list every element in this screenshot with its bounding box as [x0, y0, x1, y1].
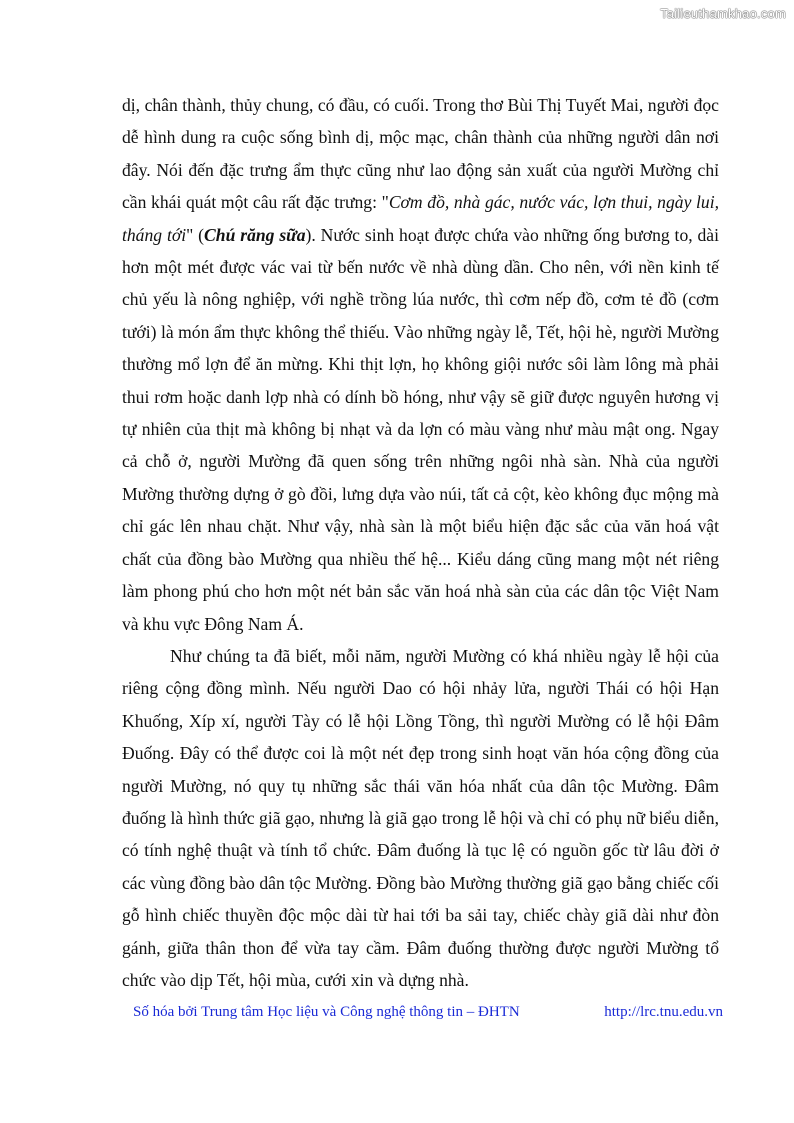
- footer-link[interactable]: http://lrc.tnu.edu.vn: [604, 1004, 723, 1020]
- paragraph-1: [122, 89, 719, 640]
- paragraph-1-text-a: dị, chân thành, thủy chung, có đầu, có cuối. Trong thơ Bùi Thị Tuyết Mai, người đọc dễ hình dung ra cuộc sống bình dị, mộc mạc, chân thành của những người dân nơi đây. Nói đến đặc trưng ẩm thực cũng như lao động sản xuất của người Mường chỉ cần khái quát một câu rất đặc trưng: ": [122, 95, 719, 213]
- paragraph-1-text-b: " (: [186, 224, 205, 245]
- paragraph-2: Như chúng ta đã biết, mỗi năm, người Mường có khá nhiều ngày lễ hội của riêng cộng đồng mình. Nếu người Dao có hội nhảy lửa, người Thái có hội Hạn Khuống, Xíp xí, người Tày có lễ hội Lồng Tồng, thì người Mường có lễ hội Đâm Đuống. Đây có thể được coi là một nét đẹp trong sinh hoạt văn hóa cộng đồng của người Mường, nó quy tụ những sắc thái văn hóa nhất của dân tộc Mường. Đâm đuống là hình thức giã gạo, nhưng là giã gạo trong lễ hội và chỉ có phụ nữ biểu diễn, có tính nghệ thuật và tính tổ chức. Đâm đuống là tục lệ có nguồn gốc từ lâu đời ở các vùng đồng bào dân tộc Mường. Đồng bào Mường thường giã gạo bằng chiếc cối gỗ hình chiếc thuyền độc mộc dài từ hai tới ba sải tay, chiếc chày giã dài như đòn gánh, giữa thân thon để vừa tay cầm. Đâm đuống thường được người Mường tổ chức vào dịp Tết, hội mùa, cưới xin và dựng nhà.: [122, 645, 719, 990]
- page-footer: [133, 1004, 723, 1021]
- footer-credit: Số hóa bởi Trung tâm Học liệu và Công nghệ thông tin – ĐHTN: [133, 1004, 520, 1020]
- watermark: Tailieuthamkhao.com: [660, 6, 786, 21]
- quote-source: Chú răng sữa: [204, 224, 306, 245]
- document-body: [122, 89, 719, 996]
- proverb-quote: Cơm đồ, nhà gác, nước vác, lợn thui, ngày lui, tháng tới: [122, 192, 719, 245]
- paragraph-1-text-c: ). Nước sinh hoạt được chứa vào những ống bương to, dài hơn một mét được vác vai từ bến nước về nhà dùng dần. Cho nên, với nền kinh tế chủ yếu là nông nghiệp, với nghề trồng lúa nước, thì cơm nếp đồ, cơm tẻ đồ (cơm tưới) là món ẩm thực không thể thiếu. Vào những ngày lễ, Tết, hội hè, người Mường thường mổ lợn để ăn mừng. Khi thịt lợn, họ không giội nước sôi làm lông mà phải thui rơm hoặc danh lợp nhà có dính bồ hóng, như vậy sẽ giữ được nguyên hương vị tự nhiên của thịt mà không bị nhạt và da lợn có màu vàng như màu mật ong. Ngay cả chỗ ở, người Mường đã quen sống trên những ngôi nhà sàn. Nhà của người Mường thường dựng ở gò đồi, lưng dựa vào núi, tất cả cột, kèo không đục mộng mà chỉ gác lên nhau chặt. Như vậy, nhà sàn là một biểu hiện đặc sắc của văn hoá vật chất của đồng bào Mường qua nhiều thế hệ... Kiểu dáng cũng mang một nét riêng làm phong phú cho hơn một nét bản sắc văn hoá nhà sàn của các dân tộc Việt Nam và khu vực Đông Nam Á.: [122, 224, 720, 634]
